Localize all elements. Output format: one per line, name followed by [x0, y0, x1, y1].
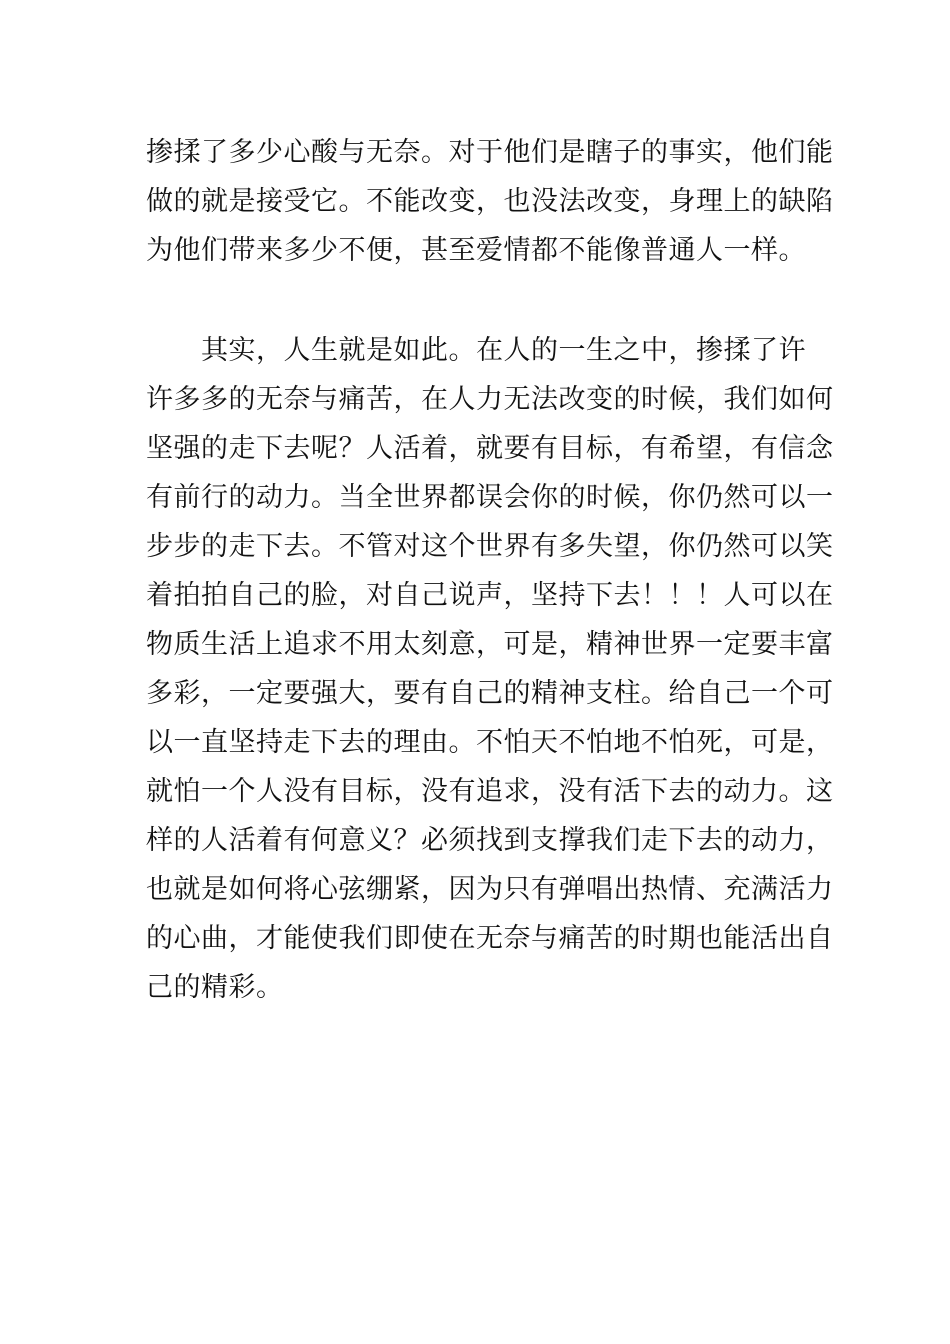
paragraph-line: 己的精彩。: [146, 972, 284, 1003]
paragraph-1: [146, 128, 834, 275]
paragraph-line: 就怕一个人没有目标，没有追求，没有活下去的动力。这: [146, 776, 834, 807]
paragraph-line: 以一直坚持走下去的理由。不怕天不怕地不怕死，可是，: [146, 727, 834, 758]
paragraph-line: 有前行的动力。当全世界都误会你的时候，你仍然可以一: [146, 482, 834, 513]
paragraph-line: 的心曲，才能使我们即使在无奈与痛苦的时期也能活出自: [146, 923, 834, 954]
paragraph-line: 步步的走下去。不管对这个世界有多失望，你仍然可以笑: [146, 531, 834, 562]
paragraph-line: 也就是如何将心弦绷紧，因为只有弹唱出热情、充满活力: [146, 874, 834, 905]
paragraph-line: 其实，人生就是如此。在人的一生之中，掺揉了许: [146, 335, 806, 366]
paragraph-line: 做的就是接受它。不能改变，也没法改变，身理上的缺陷: [146, 186, 834, 217]
paragraph-line: 物质生活上追求不用太刻意，可是，精神世界一定要丰富: [146, 629, 834, 660]
paragraph-line: 许多多的无奈与痛苦，在人力无法改变的时候，我们如何: [146, 384, 834, 415]
paragraph-line: 样的人活着有何意义？必须找到支撑我们走下去的动力，: [146, 825, 834, 856]
paragraph-line: 多彩，一定要强大，要有自己的精神支柱。给自己一个可: [146, 678, 834, 709]
paragraph-line: 为他们带来多少不便，甚至爱情都不能像普通人一样。: [146, 235, 806, 266]
paragraph-2: [146, 326, 834, 1012]
paragraph-line: 着拍拍自己的脸，对自己说声，坚持下去！！！人可以在: [146, 580, 834, 611]
paragraph-line: 坚强的走下去呢？人活着，就要有目标，有希望，有信念: [146, 433, 834, 464]
paragraph-line: 掺揉了多少心酸与无奈。对于他们是瞎子的事实，他们能: [146, 137, 834, 168]
